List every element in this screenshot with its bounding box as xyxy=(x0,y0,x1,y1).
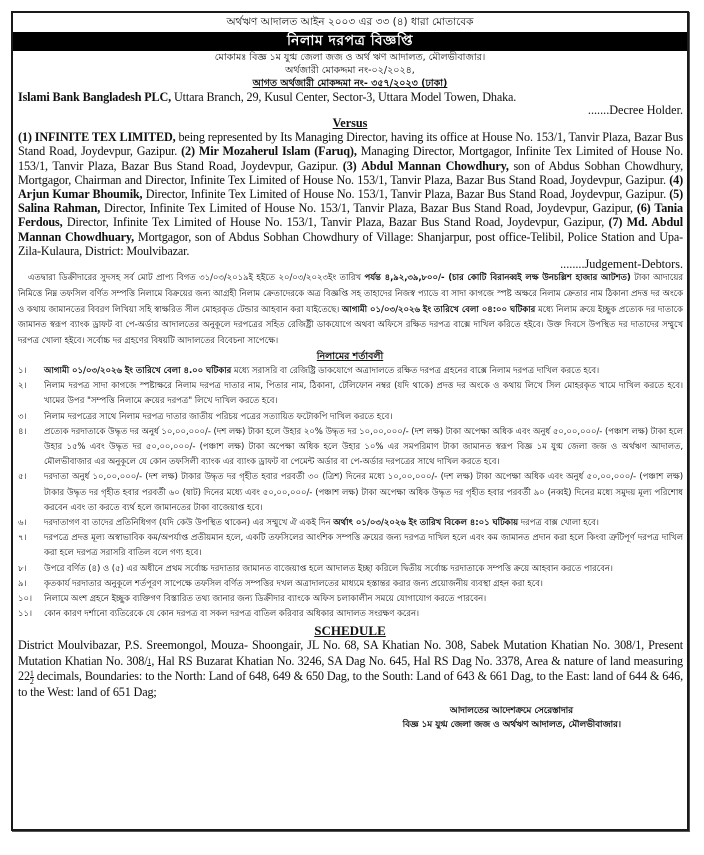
judgement-debtors-tag: ........Judgement-Debtors. xyxy=(560,257,683,272)
term-text: নিলাম দরপত্রের সাথে নিলাম দরপত্র দাতার জাতীয় পরিচয় পত্রের সত্যায়িত ফটোকপি দাখিল করতে হবে। xyxy=(44,411,393,422)
debtor-desc: Managing Director, Mortgagor, Infinite Tex Limited of House No. 153/1, Tanvir Plaza, Bazar Bus Stand Road, Joydevpur, Gazipur. xyxy=(18,144,683,173)
tender-deadline: আগামী ০১/০৩/২০২৬ ইং তারিখে বেলা ০৪:০০ ঘটিকার xyxy=(341,304,536,315)
intro-paragraph xyxy=(13,271,687,350)
term-number: ৯। xyxy=(18,578,27,589)
term-number: ২। xyxy=(18,381,27,392)
terms-list xyxy=(13,364,687,622)
schedule-description xyxy=(13,638,687,700)
debtor-desc: son of Abdus Sobhan Chowdhury, Mortgagor, Chairman and Director, Infinite Tex Limited of House No. 153/1, Tanvir Plaza, Bazar Bus Stand Road, Joydevpur, Gazipur. xyxy=(18,158,683,187)
debtor-number: (4) xyxy=(669,172,683,187)
schedule-text: District Moulvibazar, P.S. Sreemongol, Mouza- Shoongair, JL No. 68, SA Khatian No. 308, Sabek Mutation Khatian No. 308/1, Present Mutation Khatian No. 308/ xyxy=(18,638,683,668)
term-item xyxy=(18,562,683,577)
execution-case-number: অর্থজারী মোকদ্দমা নং-০২/২০২৪, xyxy=(285,65,415,76)
term-item xyxy=(18,379,683,409)
term-text: কোন কারণ দর্শানো ব্যতিরেকে যে কোন দরপত্র বা সকল দরপত্র বাতিল করিবার অধিকার আদালত সংরক্ষণ করেন। xyxy=(44,609,419,620)
fraction-numerator: 1 xyxy=(29,668,34,678)
term-item xyxy=(18,516,683,531)
intro-text: এতদ্বারা ডিক্রীদারের সুদসহ সর্ব মোট প্রাপ্য বিগত ৩১/০৩/২০১৯ই হইতে ২০/০৩/২০২৩ইং তারিখ xyxy=(28,273,365,284)
term-item xyxy=(18,531,683,561)
term-number: ১০। xyxy=(18,594,32,605)
transferred-case-number: আগত অর্থজারী মোকদ্দমা নং- ৩৫৭/২০২৩ (ঢাকা) xyxy=(252,78,448,89)
versus-label: Versus xyxy=(332,116,368,131)
term-item xyxy=(18,364,683,379)
claim-amount: পর্যন্ত ৪,৯২,৩৯,৮০০/- (চার কোটি বিরানব্বই লক্ষ উনচল্লিশ হাজার আটশত) xyxy=(364,273,631,284)
debtor-number: (3) xyxy=(342,158,357,173)
auction-notice xyxy=(11,11,689,831)
signatory-title: আদালতের আদেশক্রমে সেরেস্তাদার xyxy=(449,706,573,717)
signatory-court: বিজ্ঞ ১ম যুগ্ম জেলা জজ ও অর্থঋণ আদালত, মৌলভীবাজার। xyxy=(402,720,621,731)
debtor-name: Mir Mozaherul Islam (Faruq), xyxy=(198,144,357,159)
decree-holder-address: Uttara Branch, 29, Kusul Center, Sector-3, Uttara Model Towen, Dhaka. xyxy=(171,90,517,104)
signature-block xyxy=(13,704,687,732)
debtor-desc: Director, Infinite Tex Limited of House No. 153/1, Tanvir Plaza, Bazar Bus Stand Road, Joydevpur, Gazipur, xyxy=(100,201,637,216)
intro-text: মধ্যে নিলাম ক্রয়ে ইচ্ছুক প্রত্যেক দর দাতাকে জামানত স্বরূপ ব্যাংক ড্রাফট বা পে-অর্ডার আদালতের অনুকূলে দরপত্রের সহিত রেজিষ্ট্রী ডাকযোগে অথবা অফিসে রক্ষিত দরপত্র বাক্সে দাখিল করিতে হইবে। উক্ত দিবসে উপস্থিত দর দাতাদের সম্মুখে দরপত্র খোলা হইবে। সর্বোচ্চ দর গ্রহণের বিষয়টি আদালতের বিবেচনা সাপেক্ষে। xyxy=(18,304,683,347)
intro-text: টাকা আদায়ের নিমিত্তে নিম্ন তফসিল বর্ণিত সম্পত্তি নিলামে বিক্রয়ের জন্য আগ্রহী নিলাম ক্রেতাদেরকে অত্র বিজ্ঞপ্তি সহ তাহাদের নিজস্ব প্যাডে বা সাদা কাগজে স্পষ্ট অক্ষরে নিলাম ক্রেতার নাম ঠিকানা প্রদত্ত দর অংকে ও কথায় জামানতের বিবরণ লিখিয়া সহি স্বাক্ষরিত সীল মোহরকৃত টেন্ডার আহবান করা যাইতেছে। xyxy=(18,273,683,315)
debtor-name: Md. Abdul Mannan Chowdhuary, xyxy=(18,215,684,244)
term-text: উপরে বর্ণিত (৪) ও (৫) এর অধীনে প্রথম সর্বোচ্চ দরদাতার জামানত বাজেয়াপ্ত হলে আদালত ইচ্ছা করিলে দ্বিতীয় সর্বোচ্চ দরদাতাকে সম্পত্তি ক্রয়ে আহবান করতে পারবেন। xyxy=(44,563,613,574)
term-text: নিলাম দরপত্র সাদা কাগজে স্পষ্টাক্ষরে নিলাম দরপত্র দাতার নাম, পিতার নাম, ঠিকানা, টেলিফোন নম্বর (যদি থাকে) প্রদত্ত দর অংকে ও কথায় লিখে সিল মোহরকৃত খামে দাখিল করতে হবে। খামের উপর "সম্পত্তি নিলামে ক্রয়ের দরপত্র" লিখে দাখিল করতে হবে। xyxy=(44,381,683,407)
term-number: ৫। xyxy=(18,472,27,483)
term-item xyxy=(18,592,683,607)
term-number: ৩। xyxy=(18,411,27,422)
term-item xyxy=(18,425,683,471)
fraction-denominator: 2 xyxy=(29,676,34,686)
decree-holder xyxy=(13,90,687,104)
term-number: ১১। xyxy=(18,609,32,620)
debtor-number: (7) xyxy=(608,215,623,230)
term-number: ৪। xyxy=(18,426,27,437)
debtor-number: (5) xyxy=(669,187,683,202)
term-text: দরপত্রে প্রদত্ত মূল্য অস্বাভাবিক কম/অপর্যাপ্ত প্রতীয়মান হলে, একটি তফসিলের আংশিক সম্পত্তি ক্রয়ের জন্য দরপত্র দাখিল হলে এবং কম জামানত প্রদান করা হলে কিংবা ত্রুটিপূর্ণ দরপত্র দাখিল করা হলে দরপত্র সরাসরি বাতিল বলে গণ্য হবে। xyxy=(44,533,683,559)
debtor-name: Tania Ferdous, xyxy=(18,201,683,230)
term-number: ৮। xyxy=(18,563,27,574)
debtor-desc: being represented by Its Managing Director, having its office at House No. 153/1, Tanvir Plaza, Bazar Bus Stand Road, Joydevpur, Gazipur. xyxy=(18,130,683,159)
terms-heading: নিলামের শর্তাবলী xyxy=(316,351,384,363)
judgement-debtors xyxy=(13,130,687,258)
notice-title: নিলাম দরপত্র বিজ্ঞপ্তি xyxy=(13,32,687,51)
fraction-numerator: 1 xyxy=(147,657,152,667)
decree-holder-name: Islami Bank Bangladesh PLC, xyxy=(18,90,172,104)
term-number: ৭। xyxy=(18,533,27,544)
term-bold-text: অর্থাৎ ০১/০৩/২০২৬ ইং তারিখ বিকেল ৪:০১ ঘটিকায় xyxy=(333,518,519,529)
term-text: মধ্যে সরাসরি বা রেজিষ্ট্রি ডাকযোগে অত্রাদালতে রক্ষিত দরপত্র গ্রহনের বাক্সে নিলাম দরপত্র দাখিল করতে হবে। xyxy=(231,366,600,377)
debtor-name: Abdul Mannan Chowdhury, xyxy=(361,158,509,173)
schedule-heading: SCHEDULE xyxy=(314,623,386,639)
schedule-text: decimals, Boundaries: to the North: Land of 648, 649 & 650 Dag, to the South: Land of 643 & 661 Dag, to the East: land of 644 & 646, to the West: land of 651 Dag; xyxy=(18,669,683,699)
term-number: ৬। xyxy=(18,518,27,529)
debtor-number: (1) xyxy=(18,130,32,145)
term-item xyxy=(18,577,683,592)
decree-holder-tag: .......Decree Holder. xyxy=(587,103,683,118)
debtor-desc: Mortgagor, son of Abdus Sobhan Chowdhury of Village: Shanjarpur, post office-Telibil, Police Station and Upa-Zila-Kulaura, District: Moulvibazar. xyxy=(18,229,683,258)
term-item xyxy=(18,470,683,516)
debtor-desc: Director, Infinite Tex Limited of House No. 153/1, Tanvir Plaza, Bazar Bus Stand Road, Joydevpur, Gazipur, xyxy=(62,215,609,230)
term-text: কৃতকার্য দরদাতার অনুকূলে শর্তপূরণ সাপেক্ষে তফসিল বর্ণিত সম্পত্তির দখল অত্রাদালতের মাধ্যমে হস্তান্তর করার জন্য প্রয়োজনীয় ব্যবস্থা গ্রহন করা হবে। xyxy=(44,578,543,589)
term-text: নিলামে অংশ গ্রহনে ইচ্ছুক ব্যক্তিগণ বিস্তারিত তথ্য জানার জন্য ডিক্রীদার ব্যাংকে অফিস চলাকালীন সময়ে যোগাযোগ করতে পারবেন। xyxy=(44,594,487,605)
debtor-number: (2) xyxy=(181,144,195,159)
debtor-name: INFINITE TEX LIMITED, xyxy=(34,130,176,145)
term-text: দরদাতা অনুর্ধ ১০,০০,০০০/- (দশ লক্ষ) টাকার উদ্ধৃত দর গৃহীত হবার পরবর্তী ৩০ (ত্রিশ) দিনের মধ্যে ১০,০০,০০০/- (দশ লক্ষ) টাকা অপেক্ষা অধিক এবং অনুর্ধ ৫০,০০,০০০/- (পঞ্চাশ লক্ষ) টাকার উদ্ধৃত দর গৃহীত হবার পরবর্তী ৬০ (ষাট) দিনের মধ্যে এবং ৫০,০০,০০০/- (পঞ্চাশ লক্ষ) টাকা অপেক্ষা অধিক উদ্ধৃত দর গৃহীত হবার পরবর্তী ৯০ (নব্বই) দিনের মধ্যে সমুদয় মূল্য পরিশোধ করবেন এবং তা করতে ব্যর্থ হলে জামানতের টাকা বাজেয়াপ্ত হবে। xyxy=(44,472,683,513)
court-line: মোকামঃ বিজ্ঞ ১ম যুগ্ম জেলা জজ ও অর্থ ঋণ আদালত, মৌলভীবাজার। xyxy=(214,52,486,63)
term-bold-text: আগামী ০১/০৩/২০২৬ ইং তারিখে বেলা ৪.০০ ঘটিকার xyxy=(44,366,232,377)
term-text: প্রত্যেক দরদাতাকে উদ্ধৃত দর অনুর্ধ ১০,০০,০০০/- (দশ লক্ষ) টাকা হলে উহার ২০% উদ্ধৃত দর ১০,০০,০০০/- (দশ লক্ষ) টাকা অপেক্ষা অধিক এবং অনুর্ধ ৫০,০০,০০০/- (পঞ্চাশ লক্ষ) টাকা হলে উহার ১৫% এবং উদ্ধৃত দর ৫০,০০,০০০/- (পঞ্চাশ লক্ষ) টাকা অপেক্ষা অধিক হলে উহার ১০% এর সমপরিমাণ টাকা জামানত স্বরূপ বিজ্ঞ ১ম যুগ্ম জেলা জজ ও অর্থঋণ আদালত, মৌলভীবাজার এর অনুকূলে যে কোন তফসিলী ব্যাংক এর ব্যাংক ড্রাফট বা পেমেন্ট অর্ডার বা পে-অর্ডার দরপত্রের সাথে দাখিল করতে হবে। xyxy=(44,426,683,468)
debtor-number: (6) xyxy=(636,201,651,216)
schedule-text: , Hal RS Buzarat Khatian No. 3246, SA Dag No. 645, Hal RS Dag No. 3378, Area & nature of land measuring 22 xyxy=(18,653,684,684)
debtor-desc: Director, Infinite Tex Limited of House No. 153/1, Tanvir Plaza, Bazar Bus Stand Road, Joydevpur, Gazipur. xyxy=(142,187,670,202)
term-text: দরপত্র বাক্স খোলা হবে। xyxy=(518,518,599,529)
term-item xyxy=(18,410,683,425)
term-text: দরদাতাগণ বা তাদের প্রতিনিধিগণ (যদি কেউ উপস্থিত থাকেন) এর সম্মুখে ঐ একই দিন xyxy=(44,518,334,529)
debtor-name: Arjun Kumar Bhoumik, xyxy=(18,187,143,202)
term-item xyxy=(18,607,683,622)
debtor-name: Salina Rahman, xyxy=(18,201,101,216)
law-reference: অর্থঋণ আদালত আইন ২০০৩ এর ৩৩ (৪) ধারা মোতাবেক xyxy=(226,16,474,28)
term-number: ১। xyxy=(18,366,27,377)
